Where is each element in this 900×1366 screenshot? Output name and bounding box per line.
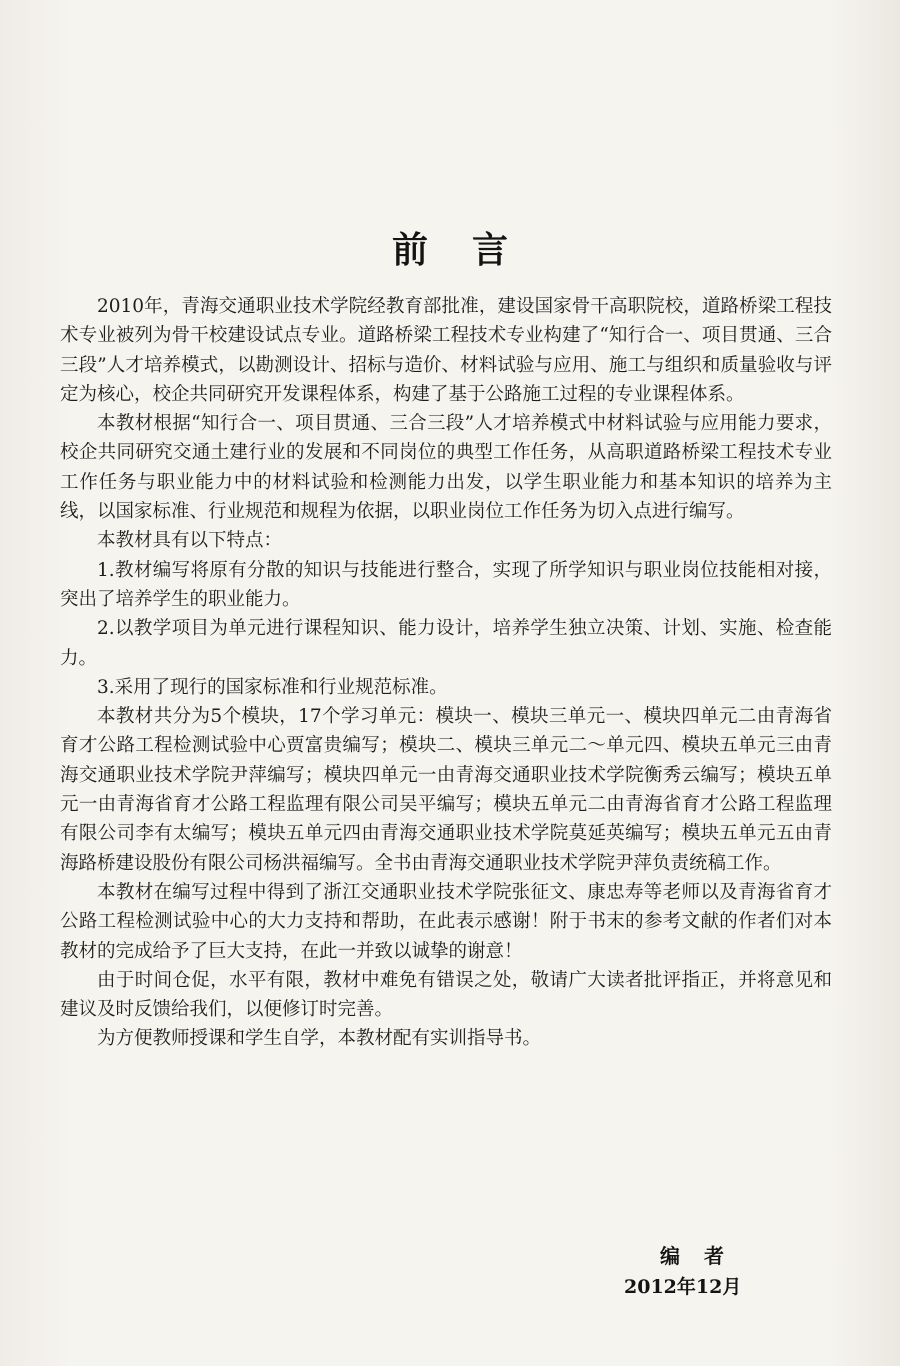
preface-date: 2012年12月	[624, 1276, 742, 1298]
paragraph-4: 1.教材编写将原有分散的知识与技能进行整合，实现了所学知识与职业岗位技能相对接，突出了培养学生的职业能力。	[60, 559, 832, 610]
paragraph-7: 本教材共分为5个模块，17个学习单元：模块一、模块三单元一、模块四单元二由青海省育才公路工程检测试验中心贾富贵编写；模块二、模块三单元二～单元四、模块五单元三由青海交通职业技术学院尹萍编写；模块四单元一由青海交通职业技术学院衡秀云编写；模块五单元一由青海省育才公路工程监理有限公司吴平编写；模块五单元二由青海省育才公路工程监理有限公司李有太编写；模块五单元四由青海交通职业技术学院莫延英编写；模块五单元五由青海路桥建设股份有限公司杨洪福编写。全书由青海交通职业技术学院尹萍负责统稿工作。	[60, 706, 832, 874]
paragraph-6: 3.采用了现行的国家标准和行业规范标准。	[97, 676, 448, 698]
paragraph-8: 本教材在编写过程中得到了浙江交通职业技术学院张征文、康忠寿等老师以及青海省育才公路工程检测试验中心的大力支持和帮助，在此表示感谢！附于书末的参考文献的作者们对本教材的完成给予了巨大支持，在此一并致以诚挚的谢意！	[60, 881, 832, 962]
paragraph-1: 2010年，青海交通职业技术学院经教育部批准，建设国家骨干高职院校，道路桥梁工程技术专业被列为骨干校建设试点专业。道路桥梁工程技术专业构建了“知行合一、项目贯通、三合三段”人才培养模式，以勘测设计、招标与造价、材料试验与应用、施工与组织和质量验收与评定为核心，校企共同研究开发课程体系，构建了基于公路施工过程的专业课程体系。	[60, 296, 832, 405]
author-signature: 编者	[660, 1244, 748, 1268]
preface-body	[60, 292, 832, 1054]
paragraph-5: 2.以教学项目为单元进行课程知识、能力设计，培养学生独立决策、计划、实施、检查能力。	[60, 618, 832, 669]
paragraph-9: 由于时间仓促，水平有限，教材中难免有错误之处，敬请广大读者批评指正，并将意见和建议及时反馈给我们，以便修订时完善。	[60, 969, 832, 1021]
page-title: 前言	[391, 230, 552, 271]
paragraph-3: 本教材具有以下特点：	[97, 530, 283, 552]
paragraph-10: 为方便教师授课和学生自学，本教材配有实训指导书。	[97, 1028, 542, 1050]
paragraph-2: 本教材根据“知行合一、项目贯通、三合三段”人才培养模式中材料试验与应用能力要求，校企共同研究交通土建行业的发展和不同岗位的典型工作任务，从高职道路桥梁工程技术专业工作任务与职业能力中的材料试验和检测能力出发，以学生职业能力和基本知识的培养为主线，以国家标准、行业规范和规程为依据，以职业岗位工作任务为切入点进行编写。	[60, 413, 832, 523]
